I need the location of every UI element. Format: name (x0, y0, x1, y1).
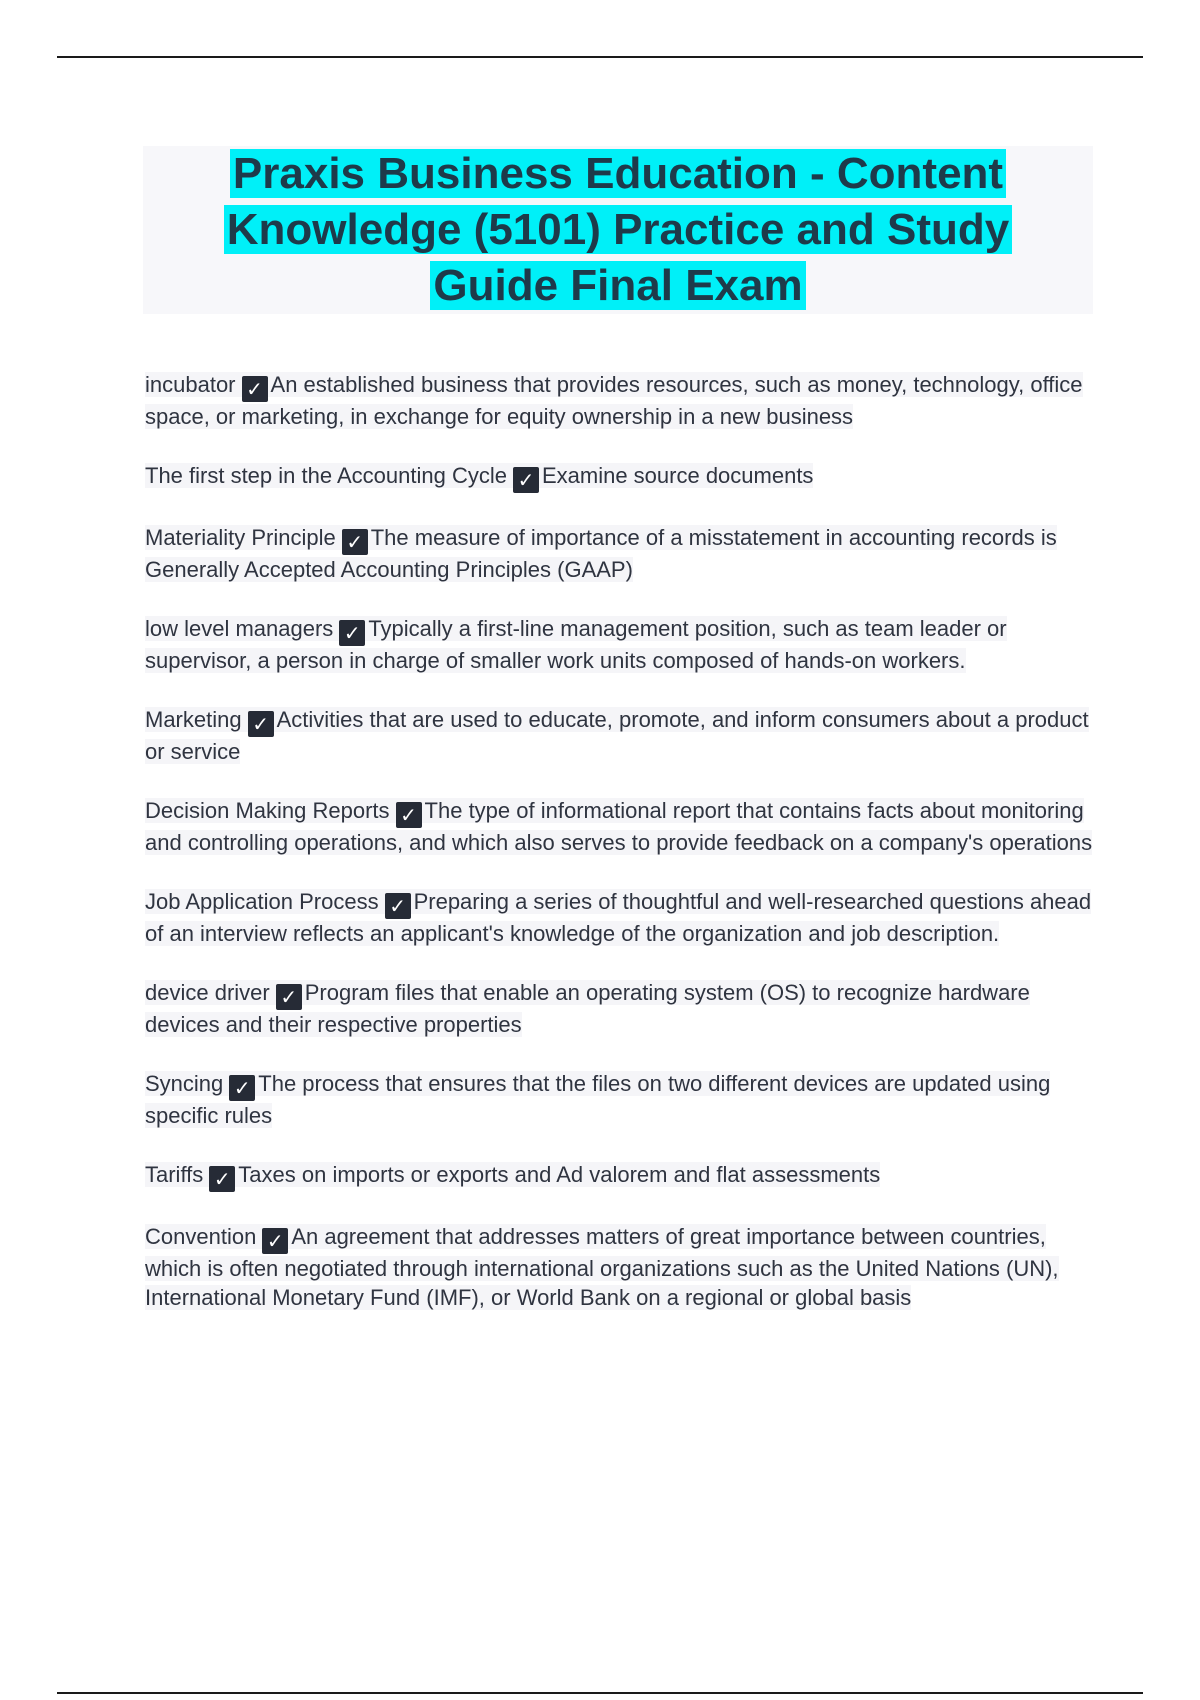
entry-term: The first step in the Accounting Cycle (145, 463, 507, 488)
list-item (145, 1160, 1095, 1192)
list-item (145, 705, 1095, 766)
checkmark-icon: ✓ (342, 529, 368, 555)
entry-term: Tariffs (145, 1162, 204, 1187)
list-item (145, 796, 1095, 857)
checkmark-icon: ✓ (396, 802, 422, 828)
entry-definition: Program files that enable an operating system (OS) to recognize hardware devices and their respective properties (145, 980, 1030, 1037)
entry-definition: An established business that provides resources, such as money, technology, office space, or marketing, in exchange for equity ownership in a new business (145, 372, 1083, 429)
checkmark-icon: ✓ (248, 711, 274, 737)
list-item (145, 978, 1095, 1039)
entry-term: Job Application Process (145, 889, 379, 914)
entry-definition: Preparing a series of thoughtful and well-researched questions ahead of an interview reflects an applicant's knowledge of the organization and job description. (145, 889, 1092, 946)
checkmark-icon: ✓ (339, 620, 365, 646)
list-item (145, 461, 1095, 493)
checkmark-icon: ✓ (276, 984, 302, 1010)
entry-term: Decision Making Reports (145, 798, 390, 823)
list-item (145, 523, 1095, 584)
entry-definition: The measure of importance of a misstatement in accounting records is Generally Accepted Accounting Principles (GAAP) (145, 525, 1057, 582)
list-item (145, 370, 1095, 431)
entry-definition: Typically a first-line management position, such as team leader or supervisor, a person in charge of smaller work units composed of hands-on workers. (145, 616, 1007, 673)
bottom-rule (57, 1692, 1143, 1694)
entry-term: low level managers (145, 616, 334, 641)
entry-term: Marketing (145, 707, 242, 732)
entry-term: Syncing (145, 1071, 224, 1096)
list-item (145, 887, 1095, 948)
entry-definition: The process that ensures that the files on two different devices are updated using specific rules (145, 1071, 1051, 1128)
entry-list (145, 370, 1095, 1342)
entry-definition: Examine source documents (541, 463, 814, 488)
checkmark-icon: ✓ (229, 1075, 255, 1101)
checkmark-icon: ✓ (513, 467, 539, 493)
title-box (143, 146, 1093, 314)
entry-definition: Taxes on imports or exports and Ad valorem and flat assessments (238, 1162, 881, 1187)
checkmark-icon: ✓ (209, 1166, 235, 1192)
entry-definition: An agreement that addresses matters of great importance between countries, which is often negotiated through international organizations such as the United Nations (UN), International Monetary Fund (IMF), or World Bank on a regional or global basis (145, 1224, 1059, 1310)
entry-definition: Activities that are used to educate, promote, and inform consumers about a product or service (145, 707, 1089, 764)
document-title (168, 146, 1068, 314)
entry-term: incubator (145, 372, 236, 397)
list-item (145, 614, 1095, 675)
checkmark-icon: ✓ (385, 893, 411, 919)
title-highlight: Praxis Business Education - Content Knowledge (5101) Practice and Study Guide Final Exam (224, 149, 1012, 310)
entry-term: Materiality Principle (145, 525, 336, 550)
checkmark-icon: ✓ (262, 1228, 288, 1254)
entry-definition: The type of informational report that contains facts about monitoring and controlling operations, and which also serves to provide feedback on a company's operations (145, 798, 1093, 855)
entry-term: device driver (145, 980, 270, 1005)
list-item (145, 1222, 1095, 1312)
top-rule (57, 56, 1143, 58)
checkmark-icon: ✓ (242, 376, 268, 402)
list-item (145, 1069, 1095, 1130)
entry-term: Convention (145, 1224, 257, 1249)
